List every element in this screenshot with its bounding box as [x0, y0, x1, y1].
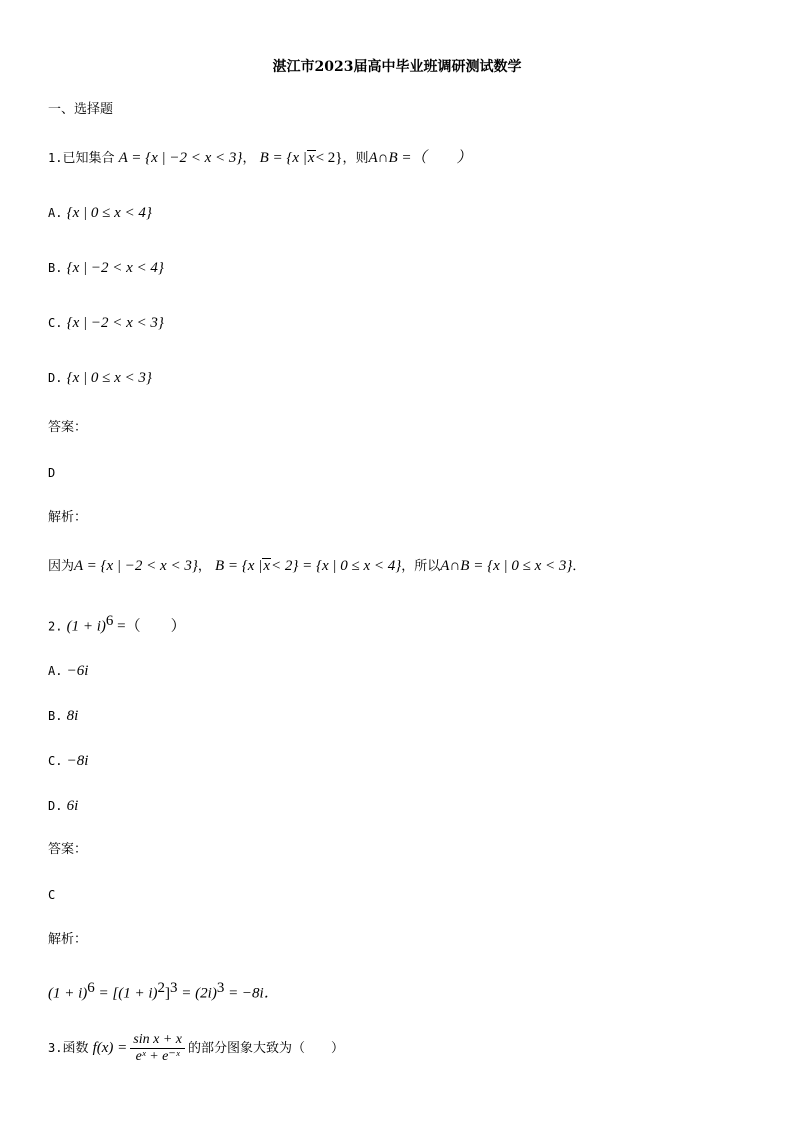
option-label: D.	[48, 371, 63, 385]
option-text: 8i	[66, 708, 79, 724]
analysis-prefix: 因为	[48, 559, 75, 574]
analysis-exp: 6	[87, 980, 95, 996]
analysis-set-b-post: < 2} = {x | 0 ≤ x < 4}	[270, 558, 402, 574]
answer-value: D	[48, 466, 56, 480]
question-number: 2.	[48, 619, 63, 634]
option-label: D.	[48, 799, 63, 813]
answer-value: C	[48, 888, 56, 902]
section-heading: 一、选择题	[48, 102, 114, 117]
analysis-part: = −8i．	[224, 985, 279, 1002]
analysis-text: 因为A = {x | −2 < x < 3}， B = {x |x< 2} = {x | 0 ≤ x < 4}，所以A∩B = {x | 0 ≤ x < 3}．	[48, 558, 586, 574]
option-b[interactable]	[48, 706, 78, 727]
question-2-stem	[48, 611, 186, 637]
analysis-exp: 2	[157, 980, 166, 996]
fraction-numerator: sin x + x	[130, 1032, 185, 1049]
set-b-post: < 2}	[315, 150, 343, 166]
option-a[interactable]	[48, 203, 152, 224]
analysis-end: ．	[572, 559, 586, 574]
option-text: {x | −2 < x < 3}	[66, 315, 164, 331]
option-c[interactable]	[48, 313, 164, 334]
analysis-so: ，所以	[401, 559, 441, 574]
analysis-part: (1 + i)	[48, 985, 88, 1002]
option-text: {x | −2 < x < 4}	[66, 260, 164, 276]
option-d[interactable]	[48, 796, 78, 817]
analysis-result: A∩B = {x | 0 ≤ x < 3}	[440, 558, 573, 574]
option-label: B.	[48, 709, 63, 723]
option-label: B.	[48, 261, 63, 275]
option-c[interactable]	[48, 751, 88, 772]
answer-label: 答案：	[48, 420, 88, 435]
question-suffix: 的部分图象大致为（ ）	[188, 1041, 345, 1056]
analysis-part: = (2i)	[177, 985, 217, 1002]
analysis-set-a: A = {x | −2 < x < 3}	[74, 558, 198, 574]
option-text: {x | 0 ≤ x < 4}	[66, 205, 152, 221]
analysis-text	[48, 978, 279, 1004]
then-text: ，则	[342, 151, 369, 166]
option-text: −6i	[66, 663, 89, 679]
question-number: 1.	[48, 151, 63, 165]
question-text: 已知集合	[62, 151, 115, 166]
power-base: (1 + i)	[66, 618, 106, 635]
intersection-ask: A∩B =（ ）	[368, 150, 472, 166]
option-b[interactable]	[48, 258, 164, 279]
analysis-exp: 3	[170, 980, 178, 996]
sqrt-x: x	[307, 150, 315, 166]
option-text: −8i	[66, 753, 89, 769]
analysis-label: 解析：	[48, 510, 88, 525]
option-a[interactable]	[48, 661, 88, 682]
analysis-label: 解析：	[48, 932, 88, 947]
set-b-pre: B = {x |	[259, 150, 307, 166]
analysis-part: = [(1 + i)	[94, 985, 158, 1002]
power-exp: 6	[105, 613, 114, 629]
analysis-exp: 3	[216, 980, 225, 996]
question-ask: =（ ）	[113, 618, 186, 635]
fraction	[130, 1032, 185, 1065]
option-text: 6i	[66, 798, 79, 814]
option-label: A.	[48, 206, 63, 220]
set-a: A = {x | −2 < x < 3}	[118, 150, 243, 166]
analysis-part: ]	[165, 985, 171, 1002]
option-label: C.	[48, 316, 63, 330]
question-number: 3.	[48, 1041, 63, 1055]
option-label: A.	[48, 664, 63, 678]
sqrt-x: x	[263, 558, 270, 574]
question-1-stem: 1.已知集合 A = {x | −2 < x < 3}， B = {x |x< 2}，则A∩B =（ ）	[48, 150, 472, 166]
page-title: 湛江市2023届高中毕业班调研测试数学	[272, 59, 522, 75]
analysis-set-b-pre: B = {x |	[214, 558, 263, 574]
function-name: f(x) =	[92, 1040, 128, 1056]
option-label: C.	[48, 754, 63, 768]
question-3-stem	[48, 1030, 344, 1067]
option-d[interactable]	[48, 368, 152, 389]
answer-label: 答案：	[48, 842, 88, 857]
option-text: {x | 0 ≤ x < 3}	[66, 370, 152, 386]
question-text: 函数	[62, 1041, 89, 1056]
fraction-denominator: eˣ + e⁻ˣ	[135, 1049, 180, 1064]
